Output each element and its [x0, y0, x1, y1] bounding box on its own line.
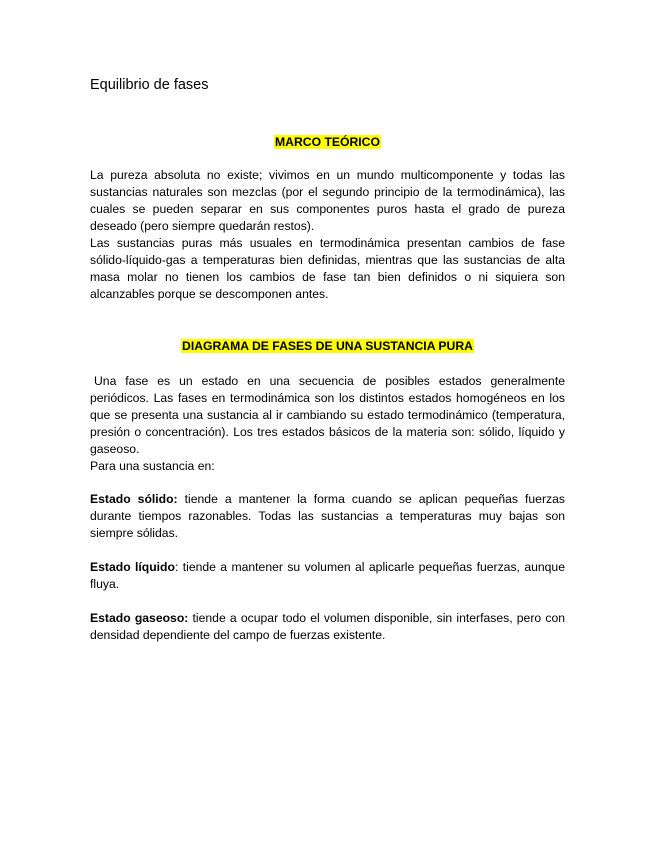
section-heading-diagrama-fases: [90, 338, 565, 354]
estado-gaseoso-text: tiende a ocupar todo el volumen disponible, sin interfases, pero con densidad dependiente del campo de fuerzas existente.: [90, 611, 565, 642]
paragraph-fase-definicion: [90, 373, 565, 458]
marco-teorico-body: [90, 167, 565, 303]
diagrama-fases-intro: [90, 373, 565, 475]
estado-liquido-paragraph: [90, 559, 565, 593]
highlighted-heading-text: MARCO TEÓRICO: [275, 135, 380, 149]
estado-gaseoso-term: Estado gaseoso:: [90, 611, 189, 625]
paragraph-lead: Para una sustancia en:: [90, 459, 215, 473]
estado-liquido-term: Estado líquido: [90, 560, 175, 574]
highlighted-heading-text: DIAGRAMA DE FASES DE UNA SUSTANCIA PURA: [182, 339, 473, 353]
paragraph-pureza: La pureza absoluta no existe; vivimos en un mundo multicomponente y todas las sustancias naturales son mezclas (por el segundo principio de la termodinámica), las cuales se pueden separar en sus componentes puros hasta el grado de pureza deseado (pero siempre quedarán restos).: [90, 168, 565, 233]
estado-gaseoso-paragraph: [90, 610, 565, 644]
estado-solido-text: tiende a mantener la forma cuando se aplican pequeñas fuerzas durante tiempos razonables. Todas las sustancias a temperaturas muy bajas son siempre sólidas.: [90, 492, 565, 540]
estado-liquido-text: : tiende a mantener su volumen al aplicarle pequeñas fuerzas, aunque fluya.: [90, 560, 565, 591]
estado-solido-paragraph: [90, 491, 565, 542]
estado-solido-term: Estado sólido:: [90, 492, 178, 506]
document-title: Equilibrio de fases: [90, 77, 209, 93]
paragraph-sustancias-puras: Las sustancias puras más usuales en termodinámica presentan cambios de fase sólido-líquido-gas a temperaturas bien definidas, mientras que las sustancias de alta masa molar no tienen los cambios de fase tan bien definidos o ni siquiera son alcanzables porque se descomponen antes.: [90, 236, 565, 301]
section-heading-marco-teorico: [90, 134, 565, 150]
intro-text: Una fase es un estado en una secuencia de posibles estados generalmente periódicos. Las fases en termodinámica son los distintos estados homogéneos en los que se presenta una sustancia al ir cambiando su estado termodinámico (temperatura, presión o concentración). Los tres estados básicos de la materia son: sólido, líquido y gaseoso.: [90, 374, 565, 456]
